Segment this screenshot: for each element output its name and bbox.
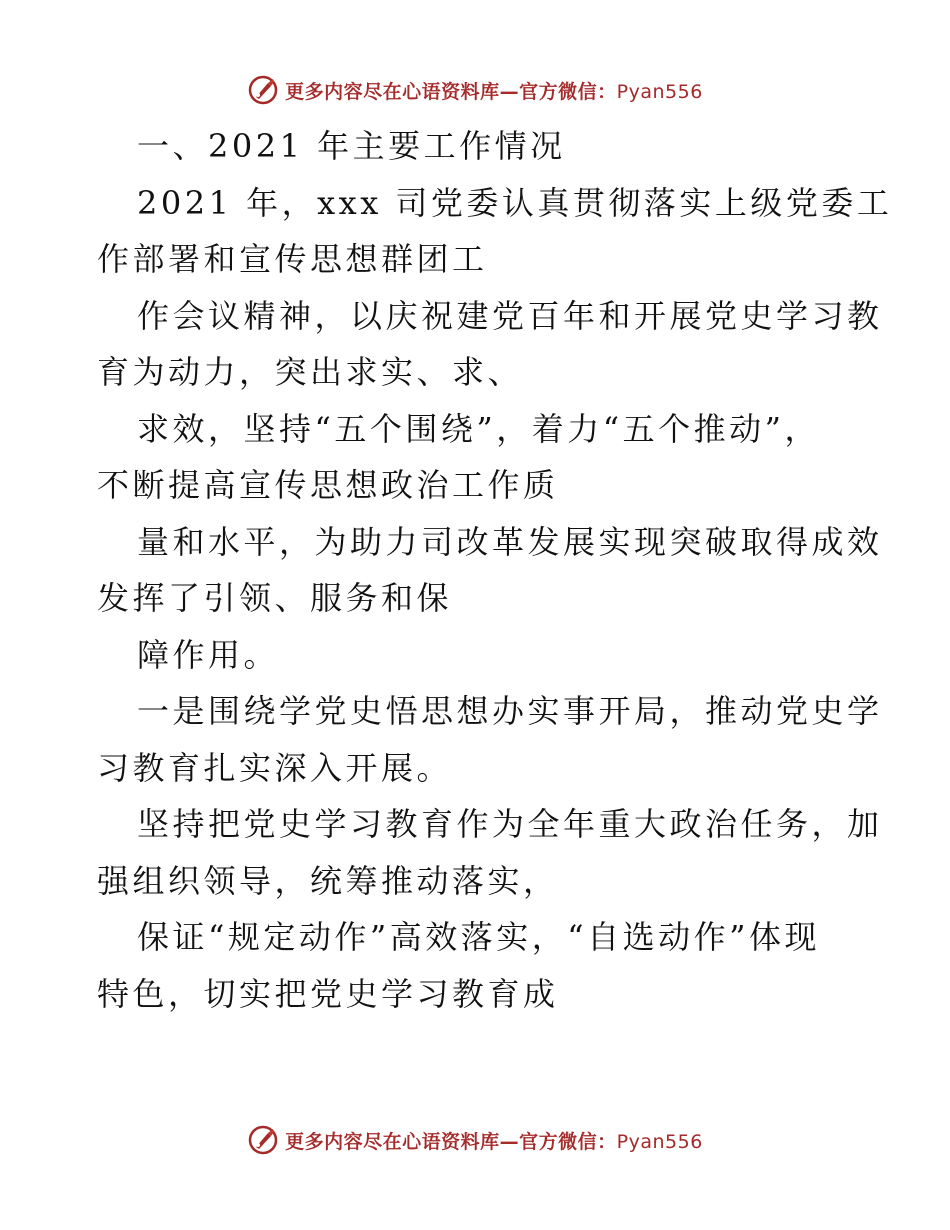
text-line: 强组织领导，统筹推动落实， bbox=[97, 861, 559, 900]
text-line: 特色，切实把党史学习教育成 bbox=[97, 974, 559, 1013]
quill-seal-icon bbox=[247, 74, 279, 106]
text-line: 育为动力，突出求实、求、 bbox=[97, 353, 524, 391]
text-line: 作部署和宣传思想群团工 bbox=[97, 240, 488, 278]
header-banner-inner bbox=[247, 74, 703, 106]
text-line: 作会议精神，以庆祝建党百年和开展党史学习教 bbox=[137, 296, 883, 335]
header-wechat-id: Pyan556 bbox=[616, 80, 703, 103]
footer-banner bbox=[0, 1120, 950, 1160]
footer-wechat-id: Pyan556 bbox=[616, 1130, 703, 1153]
text-line: 不断提高宣传思想政治工作质 bbox=[97, 466, 559, 504]
header-banner-text bbox=[285, 77, 703, 104]
text-line: 障作用。 bbox=[137, 635, 280, 674]
footer-banner-inner bbox=[247, 1124, 703, 1156]
header-banner-label: 更多内容尽在心语资料库—官方微信： bbox=[285, 80, 617, 103]
text-line: 一、2021 年主要工作情况 bbox=[137, 127, 566, 165]
footer-banner-text bbox=[285, 1127, 703, 1154]
header-banner bbox=[0, 70, 950, 110]
document-body bbox=[97, 118, 893, 1022]
text-line: 一是围绕学党史悟思想办实事开局，推动党史学 bbox=[137, 692, 883, 730]
text-line: 量和水平，为助力司改革发展实现突破取得成效 bbox=[137, 522, 883, 561]
text-line: 习教育扎实深入开展。 bbox=[97, 748, 453, 787]
quill-seal-icon bbox=[247, 1124, 279, 1156]
footer-banner-label: 更多内容尽在心语资料库—官方微信： bbox=[285, 1130, 617, 1153]
text-line: 保证“规定动作”高效落实，“自选动作”体现 bbox=[137, 918, 820, 956]
text-line: 2021 年，xxx 司党委认真贯彻落实上级党委工 bbox=[137, 183, 893, 222]
text-line: 求效，坚持“五个围绕”，着力“五个推动”， bbox=[137, 409, 820, 448]
text-line: 坚持把党史学习教育作为全年重大政治任务，加 bbox=[137, 805, 883, 843]
text-line: 发挥了引领、服务和保 bbox=[97, 579, 453, 617]
